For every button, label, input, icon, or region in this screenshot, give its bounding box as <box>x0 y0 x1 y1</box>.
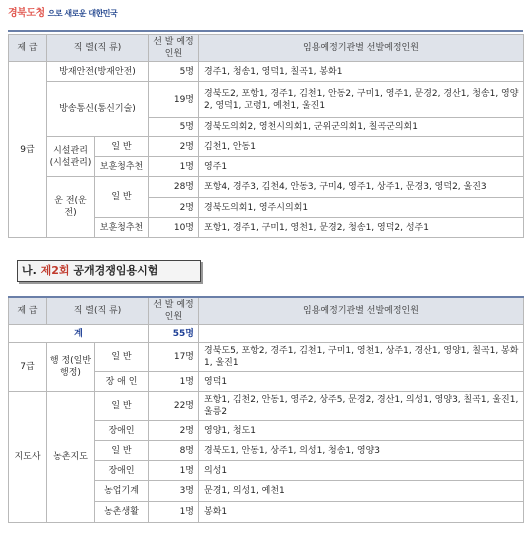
agencies-cell: 경북도의회1, 영주시의회1 <box>199 198 524 218</box>
subcategory-cell: 보훈청추천 <box>95 157 149 177</box>
planned-cell: 2명 <box>149 198 199 218</box>
logo-main-text: 경북도청 <box>8 8 45 19</box>
agencies-cell: 영양1, 청도1 <box>199 421 524 441</box>
header-planned: 선 발 예정인원 <box>149 35 199 62</box>
subcategory-cell: 농업기계 <box>95 481 149 502</box>
subcategory-cell <box>95 392 149 421</box>
header-grade: 제 급 <box>9 35 47 62</box>
grade-cell: 지도사 <box>9 392 47 523</box>
agencies-cell: 경주1, 청송1, 영덕1, 칠곡1, 봉화1 <box>199 62 524 82</box>
section-title-2 <box>17 260 201 282</box>
planned-cell: 28명 <box>149 177 199 198</box>
header-category: 직 렬(직 류) <box>47 297 149 325</box>
logo-sub-text: 으로 새로운 대한민국 <box>47 9 118 18</box>
category-cell: 방송통신(통신기술) <box>47 82 149 137</box>
top-header <box>0 0 531 34</box>
table-row <box>9 392 524 421</box>
subcategory-cell: 일 반 <box>95 343 149 372</box>
subcategory-cell: 일 반 <box>95 441 149 461</box>
subcategory-cell: 장애인 <box>95 461 149 481</box>
section-prefix: 나. <box>22 264 37 277</box>
planned-cell: 3명 <box>149 481 199 502</box>
planned-cell: 2명 <box>149 421 199 441</box>
recruitment-table-1 <box>8 34 524 238</box>
subcategory-label: 일 반 <box>111 401 132 411</box>
grade-cell: 9급 <box>9 62 47 238</box>
planned-cell: 8명 <box>149 441 199 461</box>
planned-cell: 1명 <box>149 372 199 392</box>
agencies-cell: 문경1, 의성1, 예천1 <box>199 481 524 502</box>
agencies-cell: 봉화1 <box>199 502 524 523</box>
category-cell: 방재안전(방재안전) <box>47 62 149 82</box>
section-number: 제2회 <box>40 264 70 277</box>
category-cell: 운 전(운 전) <box>47 177 95 238</box>
agencies-cell: 경북도의회2, 영천시의회1, 군위군의회1, 칠곡군의회1 <box>199 118 524 137</box>
total-agencies-cell <box>199 325 524 343</box>
agencies-cell: 영덕1 <box>199 372 524 392</box>
table-row <box>9 82 524 118</box>
grade-cell: 7급 <box>9 343 47 392</box>
agencies-cell: 영주1 <box>199 157 524 177</box>
subcategory-cell: 일 반 <box>95 137 149 157</box>
agencies-cell: 경북도2, 포항1, 경주1, 김천1, 안동2, 구미1, 영주1, 문경2, 경산1, 청송1, 영양2, 영덕1, 고령1, 예천1, 울진1 <box>199 82 524 118</box>
agencies-cell: 포항4, 경주3, 김천4, 안동3, 구미4, 영주1, 상주1, 문경3, 영덕2, 울진3 <box>199 177 524 198</box>
planned-cell: 19명 <box>149 82 199 118</box>
subcategory-cell: 농촌생활 <box>95 502 149 523</box>
header-agencies: 임용예정기관별 선발예정인원 <box>199 297 524 325</box>
table2-header-row <box>9 297 524 325</box>
planned-cell: 1명 <box>149 502 199 523</box>
header-category: 직 렬(직 류) <box>47 35 149 62</box>
table1-header-row <box>9 35 524 62</box>
planned-cell: 17명 <box>149 343 199 372</box>
header-planned: 선 발 예정인원 <box>149 297 199 325</box>
category-cell: 시설관리(시설관리) <box>47 137 95 177</box>
total-label: 계 <box>9 325 149 343</box>
total-row <box>9 325 524 343</box>
total-value: 55명 <box>149 325 199 343</box>
subcategory-cell: 장 애 인 <box>95 372 149 392</box>
category-cell: 농촌지도 <box>47 392 95 523</box>
table-row <box>9 62 524 82</box>
subcategory-cell: 일 반 <box>95 177 149 218</box>
agencies-cell: 경북도5, 포항2, 경주1, 김천1, 구미1, 영천1, 상주1, 경산1, 영양1, 칠곡1, 봉화1, 울진1 <box>199 343 524 372</box>
section-title-text: 공개경쟁임용시험 <box>73 264 159 277</box>
category-cell: 행 정(일반행정) <box>47 343 95 392</box>
agencies-cell: 의성1 <box>199 461 524 481</box>
recruitment-table-2 <box>8 296 524 523</box>
planned-cell: 1명 <box>149 461 199 481</box>
subcategory-cell: 장애인 <box>95 421 149 441</box>
header-rule <box>8 30 523 32</box>
header-grade: 제 급 <box>9 297 47 325</box>
agencies-cell: 포항1, 김천2, 안동1, 영주2, 상주5, 문경2, 경산1, 의성1, 영양3, 칠곡1, 울진1, 울릉2 <box>199 392 524 421</box>
planned-cell: 2명 <box>149 137 199 157</box>
table-row <box>9 137 524 157</box>
planned-cell: 1명 <box>149 157 199 177</box>
subcategory-cell: 보훈청추천 <box>95 218 149 238</box>
planned-cell: 10명 <box>149 218 199 238</box>
planned-cell: 5명 <box>149 118 199 137</box>
planned-cell: 5명 <box>149 62 199 82</box>
gyeongbuk-logo <box>8 4 117 19</box>
agencies-cell: 김천1, 안동1 <box>199 137 524 157</box>
header-agencies: 임용예정기관별 선발예정인원 <box>199 35 524 62</box>
agencies-cell: 경북도1, 안동1, 상주1, 의성1, 청송1, 영양3 <box>199 441 524 461</box>
table-row <box>9 343 524 372</box>
agencies-cell: 포항1, 경주1, 구미1, 영천1, 문경2, 청송1, 영덕2, 성주1 <box>199 218 524 238</box>
table-row <box>9 177 524 198</box>
planned-cell: 22명 <box>149 392 199 421</box>
